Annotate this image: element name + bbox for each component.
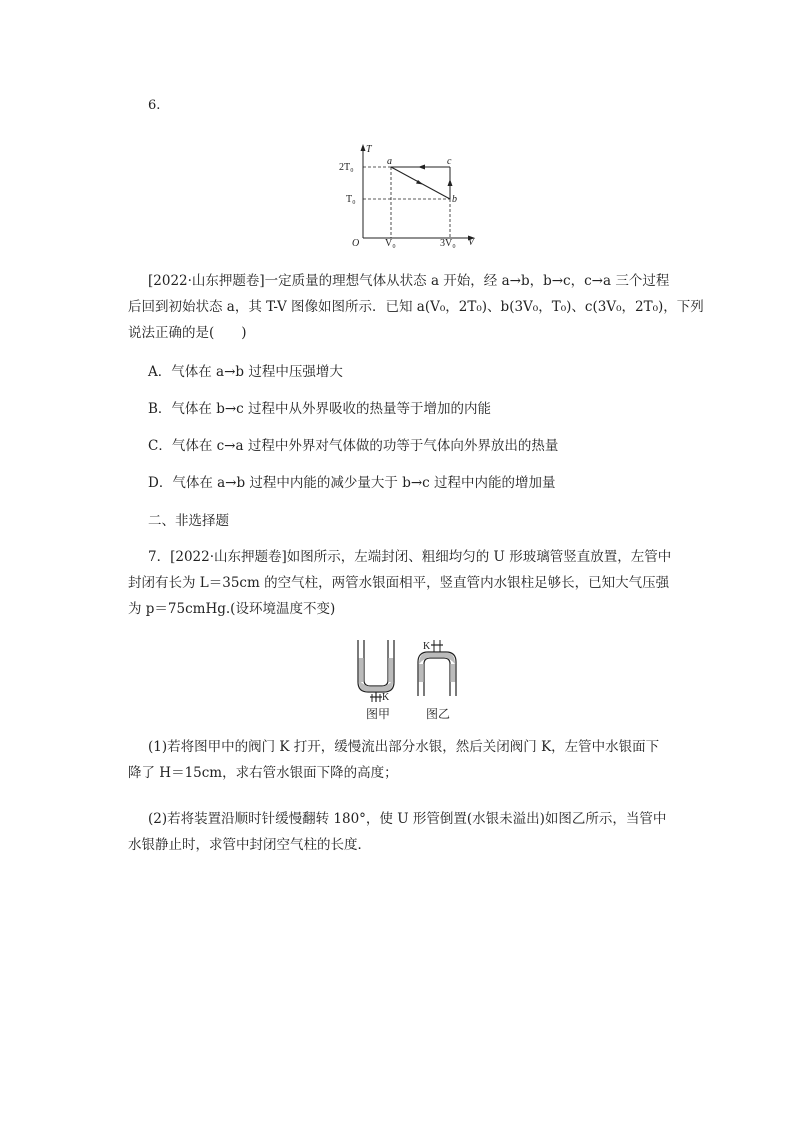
- q7-stem-line: 封闭有长为 L＝35cm 的空气柱，两管水银面相平，竖直管内水银柱足够长，已知大气压强: [128, 575, 670, 591]
- q6-stem-cont: [128, 296, 704, 344]
- question-number: 6.: [148, 98, 161, 113]
- q7-part2-line: 水银静止时，求管中封闭空气柱的长度．: [128, 837, 371, 853]
- q7-part2-cont: [128, 834, 371, 856]
- option-a: A．气体在 a→b 过程中压强增大: [148, 364, 343, 380]
- figure-yi: [418, 640, 456, 721]
- q6-stem: [148, 270, 669, 292]
- q7-stem-line: 为 p＝75cmHg.(设环境温度不变): [128, 601, 336, 617]
- figure-jia: [358, 640, 394, 721]
- section-heading: 二、非选择题: [148, 513, 229, 529]
- point-c-label: c: [447, 156, 452, 167]
- origin-label: O: [352, 238, 360, 249]
- q7-part1-cont: [128, 762, 398, 784]
- point-b-label: b: [452, 194, 457, 205]
- tick-3v0: 3V₀: [440, 238, 456, 249]
- q6-stem-line: [2022·山东押题卷]一定质量的理想气体从状态 a 开始，经 a→b，b→c，c→a 三个过程: [148, 273, 670, 289]
- figure-yi-caption: 图乙: [426, 707, 451, 721]
- tick-t0: T₀: [346, 194, 356, 205]
- u-tube-figures: [350, 636, 480, 722]
- option-b: B．气体在 b→c 过程中从外界吸收的热量等于增加的内能: [148, 401, 492, 417]
- mercury-right: [388, 658, 393, 682]
- mercury-right-yi: [450, 664, 455, 682]
- q7-part2-line: (2)若将装置沿顺时针缓慢翻转 180°，使 U 形管倒置(水银未溢出)如图乙所示，当管中: [148, 811, 667, 827]
- option-c: C．气体在 c→a 过程中外界对气体做的功等于气体向外界放出的热量: [148, 438, 559, 454]
- q6-stem-line: 后回到初始状态 a，其 T-V 图像如图所示．已知 a(V₀，2T₀)、b(3V₀，T₀)、c(3V₀，2T₀)，下列: [128, 299, 704, 315]
- mercury-left: [359, 658, 364, 682]
- arrow-c-a: [418, 165, 425, 170]
- v-axis-label: V: [468, 237, 475, 248]
- point-a-label: a: [387, 156, 392, 167]
- q7-part1-line: (1)若将图甲中的阀门 K 打开，缓慢流出部分水银，然后关闭阀门 K，左管中水银面下: [148, 739, 660, 755]
- tv-graph: [338, 140, 488, 250]
- q6-stem-line: 说法正确的是( ): [128, 325, 247, 341]
- t-axis-arrow: [361, 144, 366, 151]
- q7-part1: [148, 736, 659, 758]
- tick-v0: V₀: [385, 238, 396, 249]
- mercury-left-yi: [419, 664, 424, 682]
- tick-2t0: 2T₀: [339, 162, 354, 173]
- arrow-b-c: [448, 179, 453, 186]
- t-axis-label: T: [366, 144, 372, 155]
- q7-part2: [148, 808, 666, 830]
- q7-part1-line: 降了 H＝15cm，求右管水银面下降的高度；: [128, 765, 398, 781]
- valve-label-jia: K: [382, 692, 390, 703]
- q7-stem: [148, 546, 671, 568]
- q7-stem-cont: [128, 572, 669, 620]
- valve-label-yi: K: [423, 641, 431, 652]
- option-d: D．气体在 a→b 过程中内能的减少量大于 b→c 过程中内能的增加量: [148, 475, 556, 491]
- q7-stem-line: 7．[2022·山东押题卷]如图所示，左端封闭、粗细均匀的 U 形玻璃管竖直放置，左管中: [148, 549, 672, 565]
- figure-jia-caption: 图甲: [366, 707, 391, 721]
